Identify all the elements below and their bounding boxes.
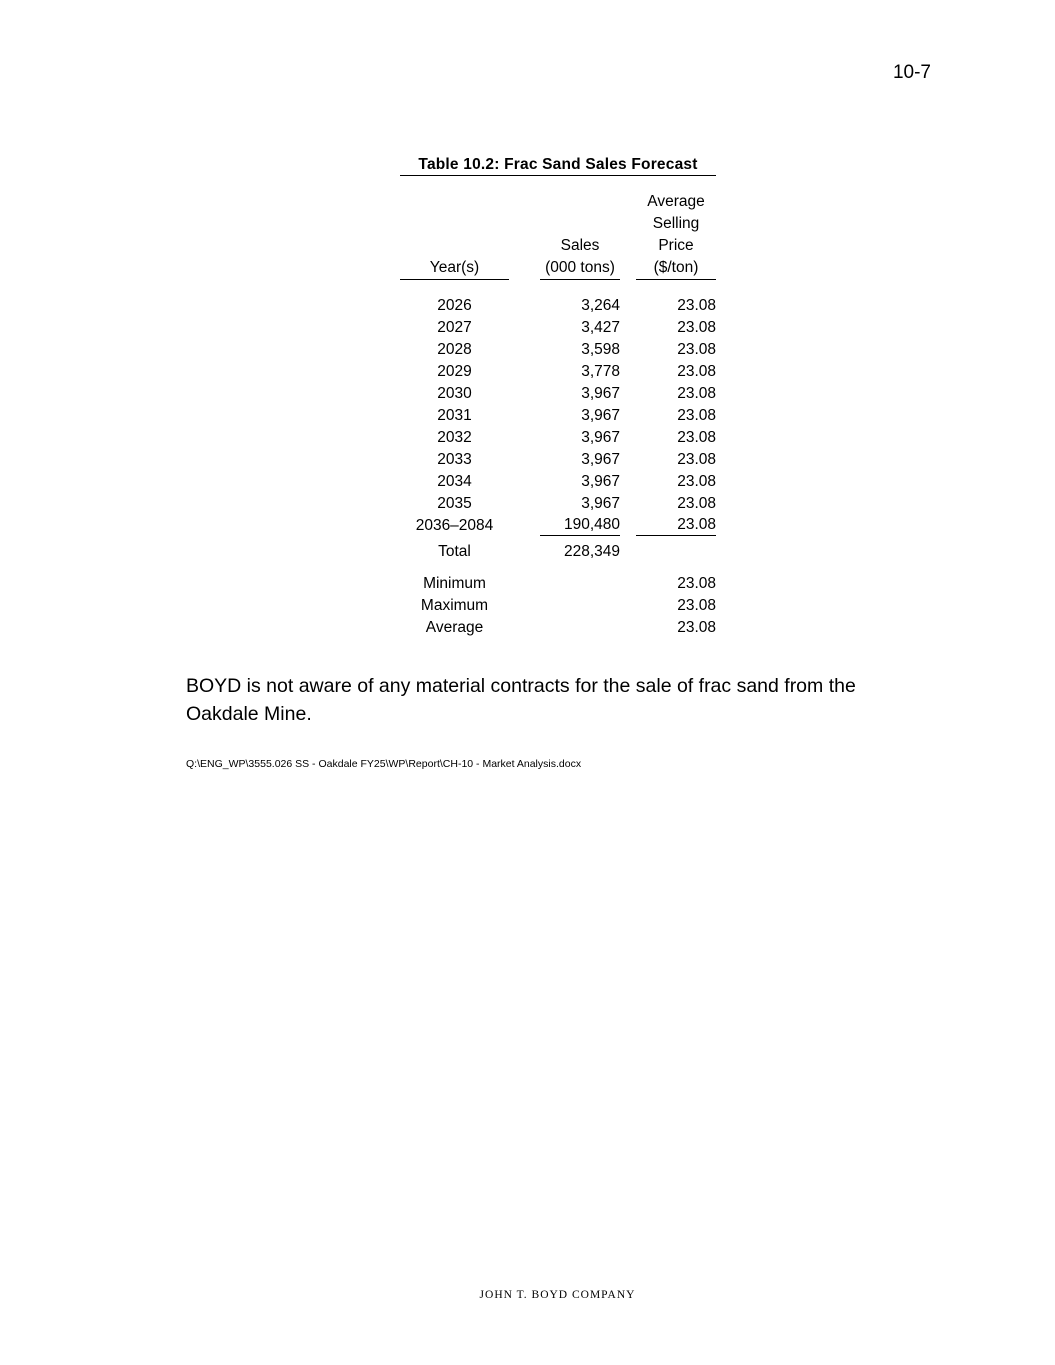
table-total-row: Total 228,349 — [438, 543, 620, 560]
file-path: Q:\ENG_WP\3555.026 SS - Oakdale FY25\WP\Report\CH-10 - Market Analysis.docx — [186, 758, 582, 770]
header-sales: Sales (000 tons) — [540, 235, 620, 280]
table-row: 2027 3,427 23.08 — [437, 319, 716, 336]
header-year: Year(s) — [400, 257, 509, 280]
stat-row-maximum: Maximum 23.08 — [420, 597, 716, 614]
table-body — [400, 295, 716, 639]
table-header — [400, 176, 716, 280]
table-row: 2031 3,967 23.08 — [437, 407, 716, 424]
table-row: 2032 3,967 23.08 — [437, 429, 716, 446]
table-row: 2028 3,598 23.08 — [437, 341, 716, 358]
table-row: 2033 3,967 23.08 — [437, 451, 716, 468]
body-paragraph: BOYD is not aware of any material contracts for the sale of frac sand from the Oakdale Mine. — [186, 675, 856, 725]
table-row: 2035 3,967 23.08 — [437, 495, 716, 512]
page-footer: JOHN T. BOYD COMPANY — [479, 1289, 636, 1301]
table-row: 2029 3,778 23.08 — [437, 363, 716, 380]
page-number: 10-7 — [892, 62, 931, 83]
stat-row-average: Average 23.08 — [425, 619, 716, 636]
sales-forecast-table — [400, 156, 716, 639]
table-row: 2036–2084 190,480 23.08 — [415, 516, 716, 534]
table-row: 2030 3,967 23.08 — [437, 385, 716, 402]
table-row: 2026 3,264 23.08 — [437, 297, 716, 314]
stat-row-minimum: Minimum 23.08 — [423, 575, 716, 592]
table-title: Table 10.2: Frac Sand Sales Forecast — [400, 156, 716, 176]
table-stats — [400, 573, 716, 639]
header-price: Average Selling Price ($/ton) — [636, 191, 716, 280]
table-row: 2034 3,967 23.08 — [437, 473, 716, 490]
